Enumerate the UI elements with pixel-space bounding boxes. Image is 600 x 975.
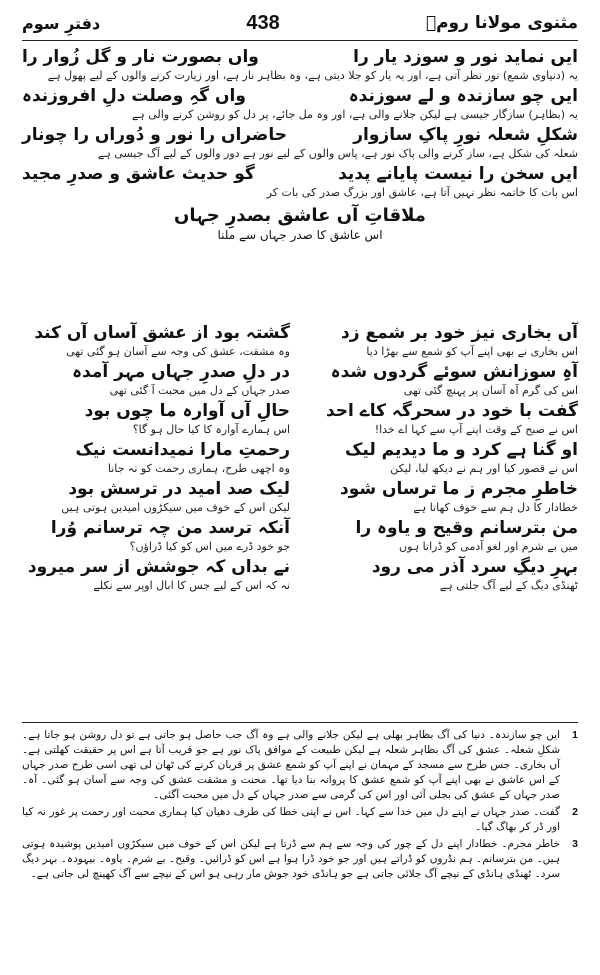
translation: نہ کہ اس کے لیے جس کا ابال اوپر سے نکلے bbox=[93, 579, 290, 592]
verse-right: ایں سخن را نیست پایانے پدید bbox=[338, 164, 578, 184]
translation: اس کی گرم آہ آسان پر پہنچ گئی تھی bbox=[403, 384, 578, 397]
footnote-number: 3 bbox=[572, 838, 578, 850]
verse-block bbox=[22, 439, 290, 477]
translation: اس نے صبح کے وقت اپنے آپ سے کہا اے خدا! bbox=[374, 423, 578, 436]
verse: در دلِ صدرِ جہاں مہر آمدہ bbox=[72, 362, 290, 382]
verse-left: واں بصورت نار و گل زُوار را bbox=[22, 47, 259, 67]
verse-block bbox=[22, 517, 290, 555]
header-divider bbox=[22, 40, 578, 41]
translation: میں بے شرم اور لغو آدمی کو ڈراتا ہوں bbox=[398, 540, 578, 553]
verse-right: ایں چو سازندہ و لے سوزندہ bbox=[348, 86, 578, 106]
translation: صدر جہاں کے دل میں محبت آ گئی تھی bbox=[109, 384, 290, 397]
book-title: مثنوی مولانا رومؒ bbox=[425, 13, 578, 33]
verse-block bbox=[22, 322, 290, 360]
footnote-text: گفت۔ صدر جہاں نے اپنے دل میں خدا سے کہا۔ اس نے اپنی خطا کی طرف دھیان کیا ہماری محبت اور رحمت پر غور نہ کیا اور ڈر کر بھاگ گیا۔ bbox=[22, 806, 560, 833]
translation: جو خود ڈرے میں اس کو کیا ڈراؤں؟ bbox=[129, 540, 290, 553]
verse: نے بداں کہ جوشش از سر میرود bbox=[27, 557, 290, 577]
verse-left: واں گہِ وصلت دلِ افروزندہ bbox=[22, 86, 246, 106]
translation: اس ہمارے آوارہ کا کیا حال ہو گا؟ bbox=[132, 423, 290, 436]
footnote bbox=[22, 728, 578, 803]
verse: بہرِ دیگِ سرد آذر می رود bbox=[371, 557, 578, 577]
footnote-number: 1 bbox=[572, 729, 578, 741]
two-column-verses bbox=[22, 322, 578, 595]
verse-block bbox=[22, 478, 290, 516]
verse-block bbox=[310, 361, 578, 399]
footnote-text: خاطر مجرم۔ خطادار اپنے دل کے چور کی وجہ سے ہم سے ڈرتا ہے لیکن اس کے خوف میں سیکڑوں امیدیں پوشیدہ ہوتی ہیں۔ من بترسانم۔ ہم نڈروں کو ڈراتے ہیں اور جو خود ڈرا ہوا ہے اس کو ڈرائیں۔ وقیح۔ بے شرم۔ یاوہ۔ بیہودہ۔ بہر دیگ سرد۔ ٹھنڈی ہانڈی کے نیچے آگ جلائی جاتی ہے جو ہانڈی خود جوش مار رہی ہو اس کے نیچے سے آگ کھینچ لی جاتی ہے۔ bbox=[22, 838, 560, 880]
footnote bbox=[22, 805, 578, 835]
footnote-text: ایں چو سازندہ۔ دنیا کی آگ بظاہر بھلی ہے لیکن جلانے والی ہے وہ آگ جب حاصل ہو جاتی ہے تو دل روشن ہو جاتا ہے۔ شکلِ شعلہ۔ عشق کی آگ بظاہر شعلہ ہے لیکن طبیعت کے موافق پاک نور ہے جو قریب آتا ہے اس پر حقیقت کھلتی ہے۔ آں بخاری۔ جس طرح سے مسجد کے مہمان نے اپنے آپ کو شمع عشق پر قربان کرنے کی ٹھان لی تھی اسی طرح صدر جہاں کے اس عاشق نے بھی اپنے آپ کو شمع عشق کا پروانہ بنا دیا تھا۔ محنت و مشقت عشق کی وجہ سے آسان ہو گئی۔ آہ۔ صدر جہاں کے عشق کی بجلی آئی اور اس کی گرمی سے صدر جہاں کے دل میں محبت آگئی۔ bbox=[22, 729, 560, 801]
verse: حالِ آں آوارہ ما چوں بود bbox=[84, 401, 290, 421]
translation: یہ (بظاہر) سازگار جیسی ہے لیکن جلانے والی ہے، اور وہ مل جائے، پر دل کو روشن کرنے والی ہے bbox=[131, 108, 578, 121]
footnotes bbox=[22, 728, 578, 884]
verse: لیک صد امید در ترسش بود bbox=[68, 479, 290, 499]
verse: خاطرِ مجرم ز ما ترساں شود bbox=[340, 479, 578, 499]
section-title: دفترِ سوم bbox=[22, 13, 101, 33]
page-header bbox=[22, 10, 578, 36]
translation: یہ (دنیاوی شمع) نور نظر آتی ہے، اور یہ یار کو جلا دیتی ہے، وہ بظاہر نار ہے، اور زیارت کرنے والوں کے لیے پھول ہے bbox=[47, 69, 578, 82]
verse-block bbox=[22, 556, 290, 594]
verse: رحمتِ مارا نمیدانست نیک bbox=[75, 440, 290, 460]
translation: شعلہ کی شکل ہے، ساز کرنے والی پاک نور ہے، پاس والوں کے لیے نور ہے دور والوں کے لیے آگ جیسی ہے bbox=[97, 147, 578, 160]
left-column bbox=[22, 322, 290, 595]
verse: او گنا ہے کرد و ما دیدیم لیک bbox=[345, 440, 578, 460]
couplet bbox=[22, 46, 578, 84]
top-couplets bbox=[22, 46, 578, 243]
verse-block bbox=[22, 361, 290, 399]
verse-block bbox=[310, 556, 578, 594]
couplet bbox=[22, 163, 578, 201]
verse-block bbox=[310, 478, 578, 516]
verse-left: حاضراں را نور و دُوراں را چونار bbox=[22, 125, 287, 145]
footnote-number: 2 bbox=[572, 806, 578, 818]
translation: اس بخاری نے بھی اپنے آپ کو شمع سے بھڑا دیا bbox=[366, 345, 578, 358]
translation: وہ اچھی طرح، ہماری رحمت کو نہ جانا bbox=[107, 462, 290, 475]
translation: لیکن اس کے خوف میں سیکڑوں امیدیں ہوتی ہیں bbox=[61, 501, 290, 514]
verse-block bbox=[22, 400, 290, 438]
verse: گشتہ بود از عشق آساں آں کند bbox=[34, 323, 290, 343]
notes-divider bbox=[22, 722, 578, 723]
couplet bbox=[22, 85, 578, 123]
translation: اس بات کا خاتمہ نظر نہیں آتا ہے، عاشق اور بزرگ صدر کی بات کر bbox=[266, 186, 578, 199]
translation: ٹھنڈی دیگ کے لیے آگ جلتی ہے bbox=[439, 579, 578, 592]
translation: خطادار کا دل ہم سے خوف کھاتا ہے bbox=[413, 501, 578, 514]
verse-left: گو حدیث عاشق و صدرِ مجید bbox=[22, 164, 255, 184]
right-column bbox=[310, 322, 578, 595]
verse: آنکہ ترسد من چہ ترسانم وُرا bbox=[50, 518, 290, 538]
verse-block bbox=[310, 322, 578, 360]
couplet bbox=[22, 124, 578, 162]
page-number: 438 bbox=[246, 11, 280, 34]
verse: گفت با خود در سحرگہ کاے احد bbox=[325, 401, 578, 421]
translation: اس نے قصور کیا اور ہم نے دیکھ لیا، لیکن bbox=[390, 462, 578, 475]
section-heading-translation: اس عاشق کا صدر جہاں سے ملنا bbox=[217, 228, 383, 242]
footnote bbox=[22, 837, 578, 882]
verse: من بترسانم وقیح و یاوہ را bbox=[355, 518, 578, 538]
verse-block bbox=[310, 439, 578, 477]
verse-right: ایں نماید نور و سوزد یار را bbox=[353, 47, 578, 67]
translation: وہ مشقت، عشق کی وجہ سے آسان ہو گئی تھی bbox=[66, 345, 290, 358]
verse-block bbox=[310, 400, 578, 438]
verse-right: شکلِ شعلہ نورِ پاکِ سازوار bbox=[353, 125, 578, 145]
section-heading: ملاقاتِ آں عاشق بصدرِ جہاں bbox=[174, 205, 426, 226]
verse: آں بخاری نیز خود بر شمع زد bbox=[341, 323, 578, 343]
verse-block bbox=[310, 517, 578, 555]
verse: آہِ سوزانش سوئے گردوں شدہ bbox=[330, 362, 578, 382]
